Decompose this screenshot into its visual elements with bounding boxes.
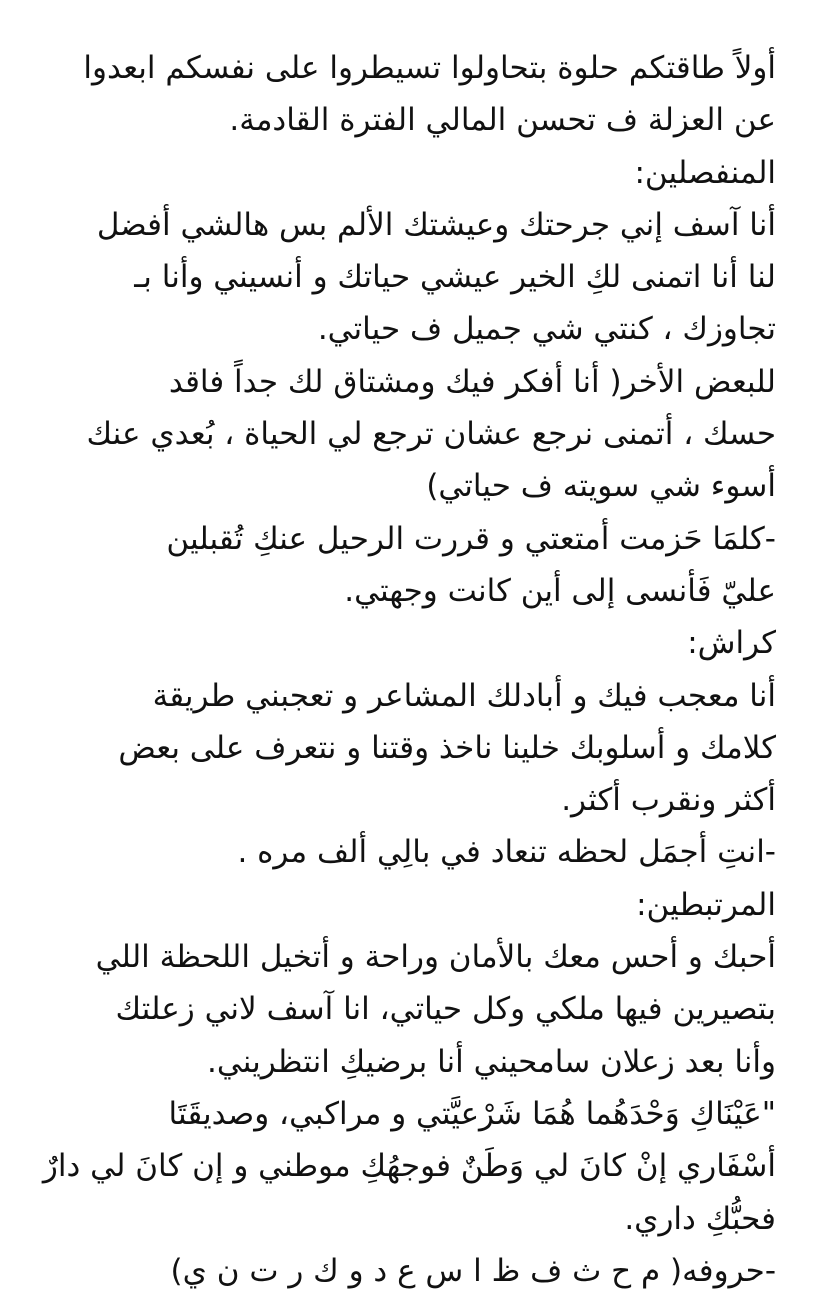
text-line: كلامك و أسلوبك خلينا ناخذ وقتنا و نتعرف على بعض (118, 729, 776, 766)
text-line: حسك ، أتمنى نرجع عشان ترجع لي الحياة ، بُعدي عنك (86, 416, 776, 453)
text-line: أسْفَاري إنْ كانَ لي وَطَنٌ فوجهُكِ موطني و إن كانَ لي دارٌ (42, 1148, 776, 1185)
text-line: -حروفه( م ح ث ف ظ ا س ع د و ك ر ت ن ي) (170, 1252, 776, 1289)
text-line: -انتِ أجمَل لحظه تنعاد في بالِي ألف مره . (237, 834, 776, 871)
text-line: -كلمَا حَزمت أمتعتي و قررت الرحيل عنكِ تُقبلين (166, 520, 776, 557)
text-line: فحبُّكِ داري. (624, 1200, 776, 1237)
text-line: وأنا بعد زعلان سامحيني أنا برضيكِ انتظريني. (207, 1043, 776, 1080)
text-line: أنا آسف إني جرحتك وعيشتك الألم بس هالشي أفضل (96, 206, 776, 243)
text-line: أولاً طاقتكم حلوة بتحاولوا تسيطروا على نفسكم ابعدوا (83, 50, 776, 86)
text-line: كراش: (687, 625, 776, 662)
text-line: المرتبطين: (636, 886, 776, 923)
text-line: عن العزلة ف تحسن المالي الفترة القادمة. (229, 102, 776, 139)
text-line: أحبك و أحس معك بالأمان وراحة و أتخيل اللحظة اللي (95, 939, 776, 976)
text-line: تجاوزك ، كنتي شي جميل ف حياتي. (317, 311, 776, 348)
text-line: بتصيرين فيها ملكي وكل حياتي، انا آسف لاني زعلتك (115, 991, 776, 1028)
text-line: أنا معجب فيك و أبادلك المشاعر و تعجبني طريقة (152, 677, 776, 714)
text-line: "عَيْنَاكِ وَحْدَهُما هُمَا شَرْعيَّتي و مراكبي، وصديقَتَا (168, 1095, 776, 1132)
text-line: أكثر ونقرب أكثر. (561, 782, 776, 819)
text-line: للبعض الأخر( أنا أفكر فيك ومشتاق لك جداً فاقد (168, 363, 776, 400)
text-line: أسوء شي سويته ف حياتي) (426, 468, 776, 505)
text-body (40, 42, 776, 1297)
text-line: لنا أنا اتمنى لكِ الخير عيشي حياتك و أنسيني وأنا بـ (134, 259, 776, 296)
text-line: عليّ فَأنسى إلى أين كانت وجهتي. (344, 572, 776, 609)
text-line: المنفصلين: (634, 154, 776, 191)
